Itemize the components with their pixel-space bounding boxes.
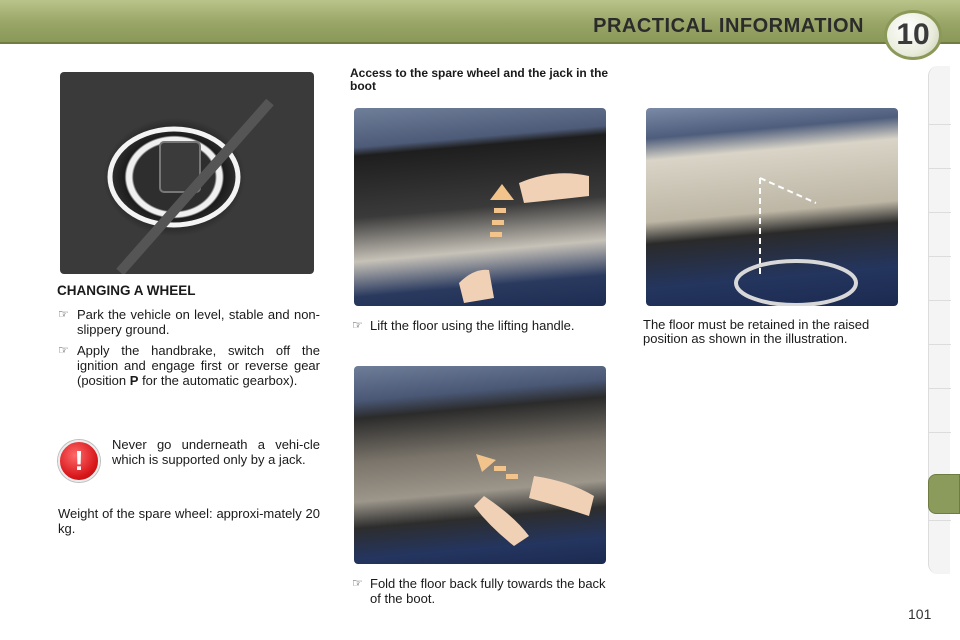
tab-divider: [929, 256, 951, 257]
caption-text: Lift the floor using the lifting handle.: [370, 318, 575, 333]
tab-divider: [929, 388, 951, 389]
lift-handle-illustration: [354, 108, 606, 306]
tab-divider: [929, 168, 951, 169]
pointing-hand-icon: ☞: [352, 318, 363, 332]
caption-text: Fold the floor back fully towards the back of the boot.: [370, 576, 606, 606]
boot-fold-floor-photo: [354, 366, 606, 564]
caption-floor-retained: The floor must be retained in the raised position as shown in the illustration.: [643, 317, 870, 346]
tab-divider: [929, 212, 951, 213]
spare-wheel-photo: [60, 72, 314, 274]
tab-divider: [929, 344, 951, 345]
caption-fold-floor: [352, 576, 614, 606]
section-title: CHANGING A WHEEL: [57, 283, 196, 298]
spare-wheel-weight: Weight of the spare wheel: approxi-mately 20 kg.: [58, 506, 320, 536]
warning-text: Never go underneath a vehi-cle which is supported only by a jack.: [112, 437, 320, 467]
access-heading: Access to the spare wheel and the jack in the boot: [350, 66, 609, 93]
chapter-tab-active[interactable]: [928, 474, 960, 514]
boot-lift-floor-photo: [354, 108, 606, 306]
boot-floor-raised-photo: [646, 108, 898, 306]
tab-divider: [929, 124, 951, 125]
instruction-text: Apply the handbrake, switch off the ignition and engage first or reverse gear (position: [77, 343, 320, 388]
instruction-item: [58, 307, 320, 337]
instruction-item: [58, 343, 320, 388]
chapter-number-badge: 10: [884, 10, 942, 60]
tab-divider: [929, 520, 951, 521]
chapter-title: PRACTICAL INFORMATION: [593, 15, 864, 37]
fold-floor-illustration: [354, 366, 606, 564]
instruction-text: for the automatic gearbox).: [142, 373, 298, 388]
instruction-list: [58, 307, 320, 394]
instruction-text: Park the vehicle on level, stable and non-slippery ground.: [77, 307, 320, 337]
tab-divider: [929, 300, 951, 301]
gear-position-label: P: [129, 373, 139, 388]
page-header: [0, 0, 960, 51]
warning-icon: !: [58, 440, 100, 482]
page-number: 101: [908, 606, 932, 622]
pointing-hand-icon: ☞: [352, 576, 363, 590]
raised-floor-illustration: [646, 108, 898, 306]
pointing-hand-icon: ☞: [58, 343, 69, 357]
spare-wheel-illustration: [60, 72, 314, 274]
caption-item: [352, 318, 614, 333]
pointing-hand-icon: ☞: [58, 307, 69, 321]
caption-lift-floor: [352, 318, 614, 333]
tab-divider: [929, 432, 951, 433]
caption-item: [352, 576, 614, 606]
